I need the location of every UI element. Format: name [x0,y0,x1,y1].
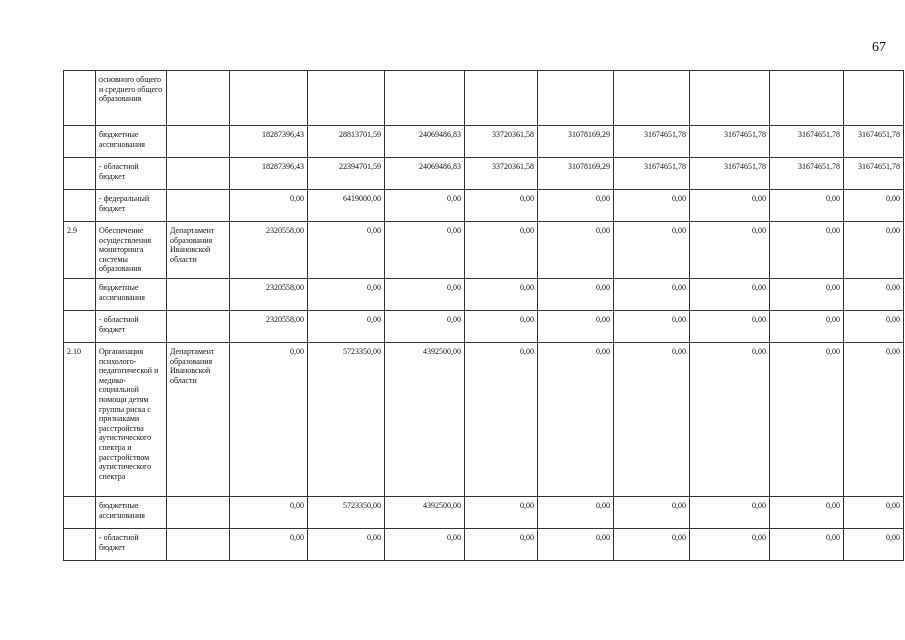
cell-amount: 0,00 [690,222,770,279]
cell-amount: 0,00 [770,190,844,222]
cell-amount [538,71,614,126]
cell-amount [308,71,385,126]
cell-amount: 0,00 [538,343,614,497]
cell-number: 2.10 [64,343,96,497]
cell-amount: 0,00 [614,279,690,311]
cell-amount: 0,00 [844,311,904,343]
cell-number [64,158,96,190]
cell-executor [167,311,230,343]
cell-number [64,190,96,222]
cell-amount: 0,00 [770,497,844,529]
table-row [64,529,904,561]
cell-amount: 6419000,00 [308,190,385,222]
cell-amount: 0,00 [465,343,538,497]
cell-amount: 0,00 [538,222,614,279]
cell-amount: 2320558,00 [230,279,308,311]
cell-activity-name: - областной бюджет [96,158,167,190]
table-row [64,279,904,311]
cell-amount: 24069486,83 [385,126,465,158]
cell-amount: 31674651,78 [614,158,690,190]
cell-activity-name: - областной бюджет [96,311,167,343]
cell-amount: 0,00 [230,343,308,497]
cell-amount: 31078169,29 [538,158,614,190]
cell-amount: 0,00 [538,190,614,222]
cell-amount: 28813701,59 [308,126,385,158]
cell-number [64,126,96,158]
cell-amount: 31674651,78 [844,126,904,158]
cell-amount: 0,00 [770,279,844,311]
cell-amount: 31674651,78 [614,126,690,158]
cell-amount: 0,00 [770,222,844,279]
cell-executor [167,126,230,158]
table-row [64,126,904,158]
cell-number [64,311,96,343]
cell-amount: 4392500,00 [385,497,465,529]
cell-activity-name: основного общего и среднего общего образования [96,71,167,126]
cell-amount: 0,00 [230,497,308,529]
cell-amount [230,71,308,126]
cell-amount: 0,00 [690,279,770,311]
cell-amount: 0,00 [385,279,465,311]
cell-amount: 33720361,58 [465,126,538,158]
cell-amount: 5723350,00 [308,343,385,497]
table-row [64,311,904,343]
cell-amount: 0,00 [538,311,614,343]
cell-executor: Департамент образования Ивановской области [167,343,230,497]
cell-activity-name: Организация психолого-педагогической и медико-социальной помощи детям группы риска с признаками расстройства аутистического спектра и расстройством аутистического спектра [96,343,167,497]
cell-activity-name: бюджетные ассигнования [96,126,167,158]
cell-amount [385,71,465,126]
cell-amount: 0,00 [844,497,904,529]
cell-amount: 0,00 [690,190,770,222]
cell-amount: 0,00 [308,279,385,311]
cell-amount: 0,00 [465,529,538,561]
cell-amount: 18287396,43 [230,158,308,190]
cell-amount: 0,00 [770,311,844,343]
cell-amount: 18287396,43 [230,126,308,158]
cell-activity-name: - федеральный бюджет [96,190,167,222]
cell-amount: 0,00 [614,529,690,561]
cell-executor: Департамент образования Ивановской области [167,222,230,279]
cell-executor [167,279,230,311]
table-row [64,343,904,497]
cell-amount: 31674651,78 [844,158,904,190]
table-row [64,222,904,279]
cell-amount: 24069486,83 [385,158,465,190]
cell-amount: 0,00 [844,343,904,497]
cell-amount: 0,00 [230,529,308,561]
cell-amount: 0,00 [844,279,904,311]
cell-amount: 0,00 [385,222,465,279]
cell-amount: 0,00 [538,529,614,561]
cell-amount: 2320558,00 [230,222,308,279]
cell-amount: 0,00 [844,222,904,279]
cell-amount: 31674651,78 [770,158,844,190]
cell-amount: 2320558,00 [230,311,308,343]
cell-amount [465,71,538,126]
cell-number: 2.9 [64,222,96,279]
cell-amount: 31674651,78 [690,126,770,158]
cell-amount: 0,00 [385,529,465,561]
budget-table [63,70,904,561]
cell-amount: 0,00 [844,529,904,561]
table-row [64,71,904,126]
cell-amount: 0,00 [308,222,385,279]
cell-amount [770,71,844,126]
cell-amount: 0,00 [385,190,465,222]
cell-amount: 31078169,29 [538,126,614,158]
cell-executor [167,158,230,190]
cell-amount: 0,00 [230,190,308,222]
cell-amount: 0,00 [465,279,538,311]
cell-amount: 0,00 [690,497,770,529]
cell-amount [690,71,770,126]
cell-number [64,529,96,561]
table-row [64,190,904,222]
cell-amount: 0,00 [614,497,690,529]
cell-amount: 4392500,00 [385,343,465,497]
cell-amount: 5723350,00 [308,497,385,529]
cell-number [64,279,96,311]
cell-amount: 0,00 [465,190,538,222]
cell-amount: 0,00 [770,529,844,561]
cell-amount: 31674651,78 [690,158,770,190]
cell-activity-name: - областной бюджет [96,529,167,561]
cell-amount: 0,00 [770,343,844,497]
cell-amount: 0,00 [614,311,690,343]
cell-amount: 0,00 [614,190,690,222]
cell-activity-name: бюджетные ассигнования [96,279,167,311]
cell-amount: 0,00 [465,311,538,343]
cell-amount [844,71,904,126]
cell-number [64,71,96,126]
cell-amount: 0,00 [614,222,690,279]
cell-amount: 0,00 [844,190,904,222]
cell-amount: 0,00 [538,279,614,311]
cell-executor [167,497,230,529]
cell-amount: 0,00 [538,497,614,529]
cell-amount: 22394701,59 [308,158,385,190]
cell-activity-name: Обеспечение осуществления мониторинга системы образования [96,222,167,279]
cell-amount: 0,00 [308,529,385,561]
cell-amount: 0,00 [308,311,385,343]
cell-amount: 0,00 [385,311,465,343]
page-number: 67 [872,40,886,55]
cell-executor [167,71,230,126]
cell-amount: 0,00 [690,311,770,343]
table-row [64,158,904,190]
table-row [64,497,904,529]
cell-amount: 0,00 [465,497,538,529]
cell-executor [167,529,230,561]
cell-amount [614,71,690,126]
cell-activity-name: бюджетные ассигнования [96,497,167,529]
cell-amount: 0,00 [690,529,770,561]
cell-number [64,497,96,529]
cell-amount: 0,00 [614,343,690,497]
cell-executor [167,190,230,222]
cell-amount: 33720361,58 [465,158,538,190]
cell-amount: 31674651,78 [770,126,844,158]
cell-amount: 0,00 [690,343,770,497]
cell-amount: 0,00 [465,222,538,279]
